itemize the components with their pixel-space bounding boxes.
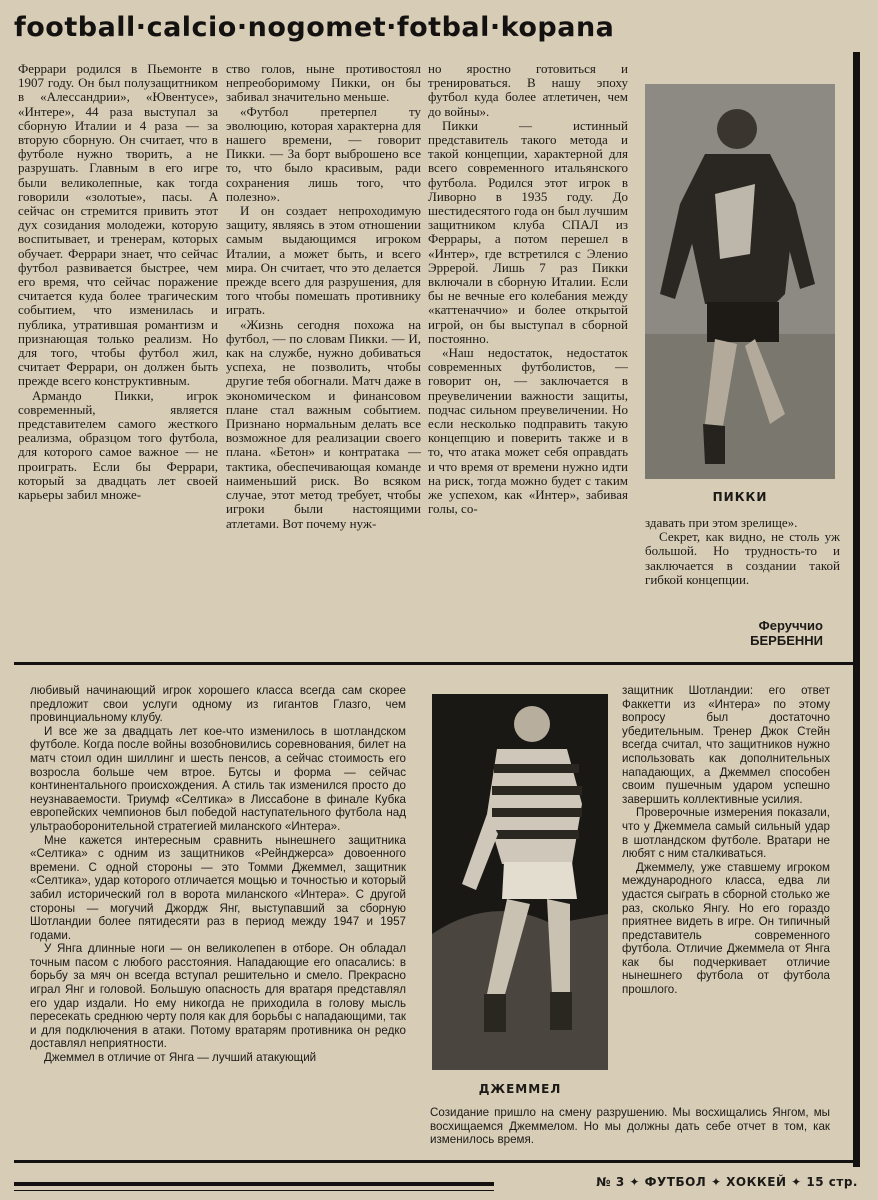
paragraph: «Футбол претерпел ту эволюцию, которая характерна для нашего времени, — говорит Пикки. — За борт выброшено все то, что было красивым, ради сохранения лишь того, что полезно». xyxy=(226,103,421,204)
player-photo-illustration xyxy=(645,84,835,479)
paragraph: Проверочные измерения показали, что у Джеммела самый сильный удар в шотландском футболе. Вратари не любят с ним сталкиваться. xyxy=(622,806,830,861)
paragraph: Секрет, как видно, не столь уж большой. Но трудность-то и заключается в создании такой гибкой концепции. xyxy=(645,529,840,587)
gemmell-photo xyxy=(432,694,608,1070)
paragraph: здавать при этом зрелище». xyxy=(645,516,798,530)
picchi-photo xyxy=(645,84,835,479)
section-divider xyxy=(14,662,854,665)
right-border-rule xyxy=(853,52,860,1167)
upper-column-4 xyxy=(645,516,840,616)
paragraph: У Янга длинные ноги — он великолепен в отборе. Он обладал точным пасом с любого расстояния. Нападающие его опасались: в борьбу за мяч он всегда вступал решительно и смело. Прекрасно играл Янг и головой. Большую опасность для вратаря представлял его удар издали. Но ему никогда не приходила в голову мысль пересекать среднюю черту поля как для борьбы с нападающими, так и для подключения в атаки. Потому вратарям противника он редко доставлял неприятности. xyxy=(30,942,406,1051)
author-first-name: Феруччио xyxy=(758,618,823,633)
paragraph: И он создает непроходимую защиту, являясь в этом отношении самым выдающимся игроком Италии, а может быть, и всего мира. Он считает, что это делается прежде всего для разрушения, для того чтобы помешать противнику играть. xyxy=(226,203,421,318)
paragraph: защитник Шотландии: его ответ Факкетти из «Интера» по этому вопросу был достаточно убедительным. Тренер Джок Стейн всегда считал, что защитников нужно использовать как дополнительных нападающих, а Джеммел способен своим пушечным ударом успешно завершить коллективные усилия. xyxy=(622,684,830,806)
paragraph: Пикки — истинный представитель такого метода и такой концепции, характерной для всего современного итальянского футбола. Родился этот игрок в Ливорно в 1935 году. До шестидесятого года он был лучшим защитником клуба СПАЛ из Феррары, а потом перешел в «Интер», где встретился с Эленио Эррерой. Лишь 7 раз Пикки включали в сборную Италии. Если бы не вечные его колебания между «каттеначчио» и более открытой игрой, он бы выступал в сборной постоянно. xyxy=(428,117,628,346)
page-footer: № 3 ✦ ФУТБОЛ ✦ ХОККЕЙ ✦ 15 стр. xyxy=(596,1175,858,1189)
paragraph: Феррари родился в Пьемонте в 1907 году. Он был полузащитником в «Алессандрии», «Ювентусе», «Интере», 44 раза выступал за сборную Италии и 4 раза — за вторую сборную. Он считает, что в футболе нужно творить, а не разрушать. Главным в его игре были великолепные, как тогда говорили «золотые», пасы. А сейчас он стремится привить этот дух созидания молодежи, которую воспитывает, и тренерам, которых обучает. Феррари знает, что сейчас футбол развивается быстрее, чем его время, что сейчас поражение считается куда более трагическим событием, что изменилась и публика, утратившая романтизм и признающая только реализм. Но для того, чтобы футбол жил, считает Феррари, он должен быть прежде всего конструктивным. xyxy=(18,62,218,389)
paragraph: Армандо Пикки, игрок современный, является представителем самого жесткого реализма, образцом того футбола, для которого самое важное — не проиграть. Если бы Феррари, который за двадцать лет своей карьеры забил множе- xyxy=(18,387,218,503)
footer-rule-thin xyxy=(14,1190,494,1191)
section-banner: football·calcio·nogomet·fotbal·kopana xyxy=(14,12,615,43)
picchi-caption: ПИККИ xyxy=(712,490,768,504)
gemmell-caption: ДЖЕММЕЛ xyxy=(478,1082,562,1096)
footer-rule-thick xyxy=(14,1182,494,1186)
paragraph: Джеммелу, уже ставшему игроком международного класса, едва ли удастся сыграть в сборной столько же раз, сколько Янгу. Но его гораздо приятнее видеть в игре. Он типичный представитель современного футбола. Отличие Джеммела от Янга как бы подчеркивает отличие нынешнего футбола от футбола прошлого. xyxy=(622,860,830,997)
author-signature xyxy=(645,618,823,648)
bottom-rule xyxy=(14,1160,860,1163)
lower-closing-paragraph xyxy=(430,1106,830,1154)
paragraph: ство голов, ныне противостоял непреоборимому Пикки, он бы забивал значительно меньше. xyxy=(226,62,421,105)
paragraph: «Жизнь сегодня похожа на футбол, — по словам Пикки. — И, как на службе, нужно добиваться успеха, не позволить, чтобы другие тебя обогнали. Матч даже в экономическом и финансовом плане стал важным событием. Признано нормальным делать все возможное для реализации своего плана. «Бетон» и контратака — тактика, обеспечивающая команде наименьший риск. Во всяком случае, этот метод требует, чтобы игроки были настоящими атлетами. Вот почему нуж- xyxy=(226,316,421,531)
paragraph: Созидание пришло на смену разрушению. Мы восхищались Янгом, мы восхищаемся Джеммелом. Но мы должны дать себе отчет в том, как изменилось время. xyxy=(430,1106,830,1147)
lower-column-left xyxy=(30,684,406,1150)
paragraph: любивый начинающий игрок хорошего класса всегда сам скорее предложит свои услуги одному из гигантов Глазго, чем провинциальному клубу. xyxy=(30,684,406,725)
upper-column-2 xyxy=(226,62,421,662)
paragraph: Мне кажется интересным сравнить нынешнего защитника «Селтика» с одним из защитников «Рейнджерса» довоенного времени. С одной стороны — это Томми Джеммел, защитник «Селтика», удар которого отличается мощью и точностью и который забил исторический гол в ворота миланского «Интера». С другой стороны — могучий Джордж Янг, выступавший за сборную Шотландии более пятидесяти раз в период между 1947 и 1957 годами. xyxy=(30,833,406,942)
player-photo-illustration xyxy=(432,694,608,1070)
paragraph: «Наш недостаток, недостаток современных футболистов, — говорит он, — заключается в преувеличении важности защиты, подчас сильном преувеличении. Но если несколько подправить такую концепцию и поверить также и в то, что атака может себя оправдать и что время от времени нужно идти на риск, тогда можно будет с таким же успехом, как «Интер», забивая голы, со- xyxy=(428,345,628,517)
upper-column-1 xyxy=(18,62,218,662)
author-last-name: БЕРБЕННИ xyxy=(750,633,823,648)
lower-column-right xyxy=(622,684,830,1104)
paragraph: И все же за двадцать лет кое-что изменилось в шотландском футболе. Когда после войны возобновились соревнования, билет на матч стоил один шиллинг и шесть пенсов, а сейчас стоимость его возросла больше чем втрое. Бутсы и форма — сейчас континентального происхождения. А стиль так изменился просто до неузнаваемости. Триумф «Селтика» в Лиссабоне в финале Кубка европейских чемпионов был победой наступательного футбола над ультраоборонительной стратегией миланского «Интера». xyxy=(30,724,406,833)
paragraph: Джеммел в отличие от Янга — лучший атакующий xyxy=(44,1051,317,1065)
upper-column-3 xyxy=(428,62,628,662)
paragraph: но яростно готовиться и тренироваться. В нашу эпоху футбол куда более атлетичен, чем до войны». xyxy=(428,62,628,119)
